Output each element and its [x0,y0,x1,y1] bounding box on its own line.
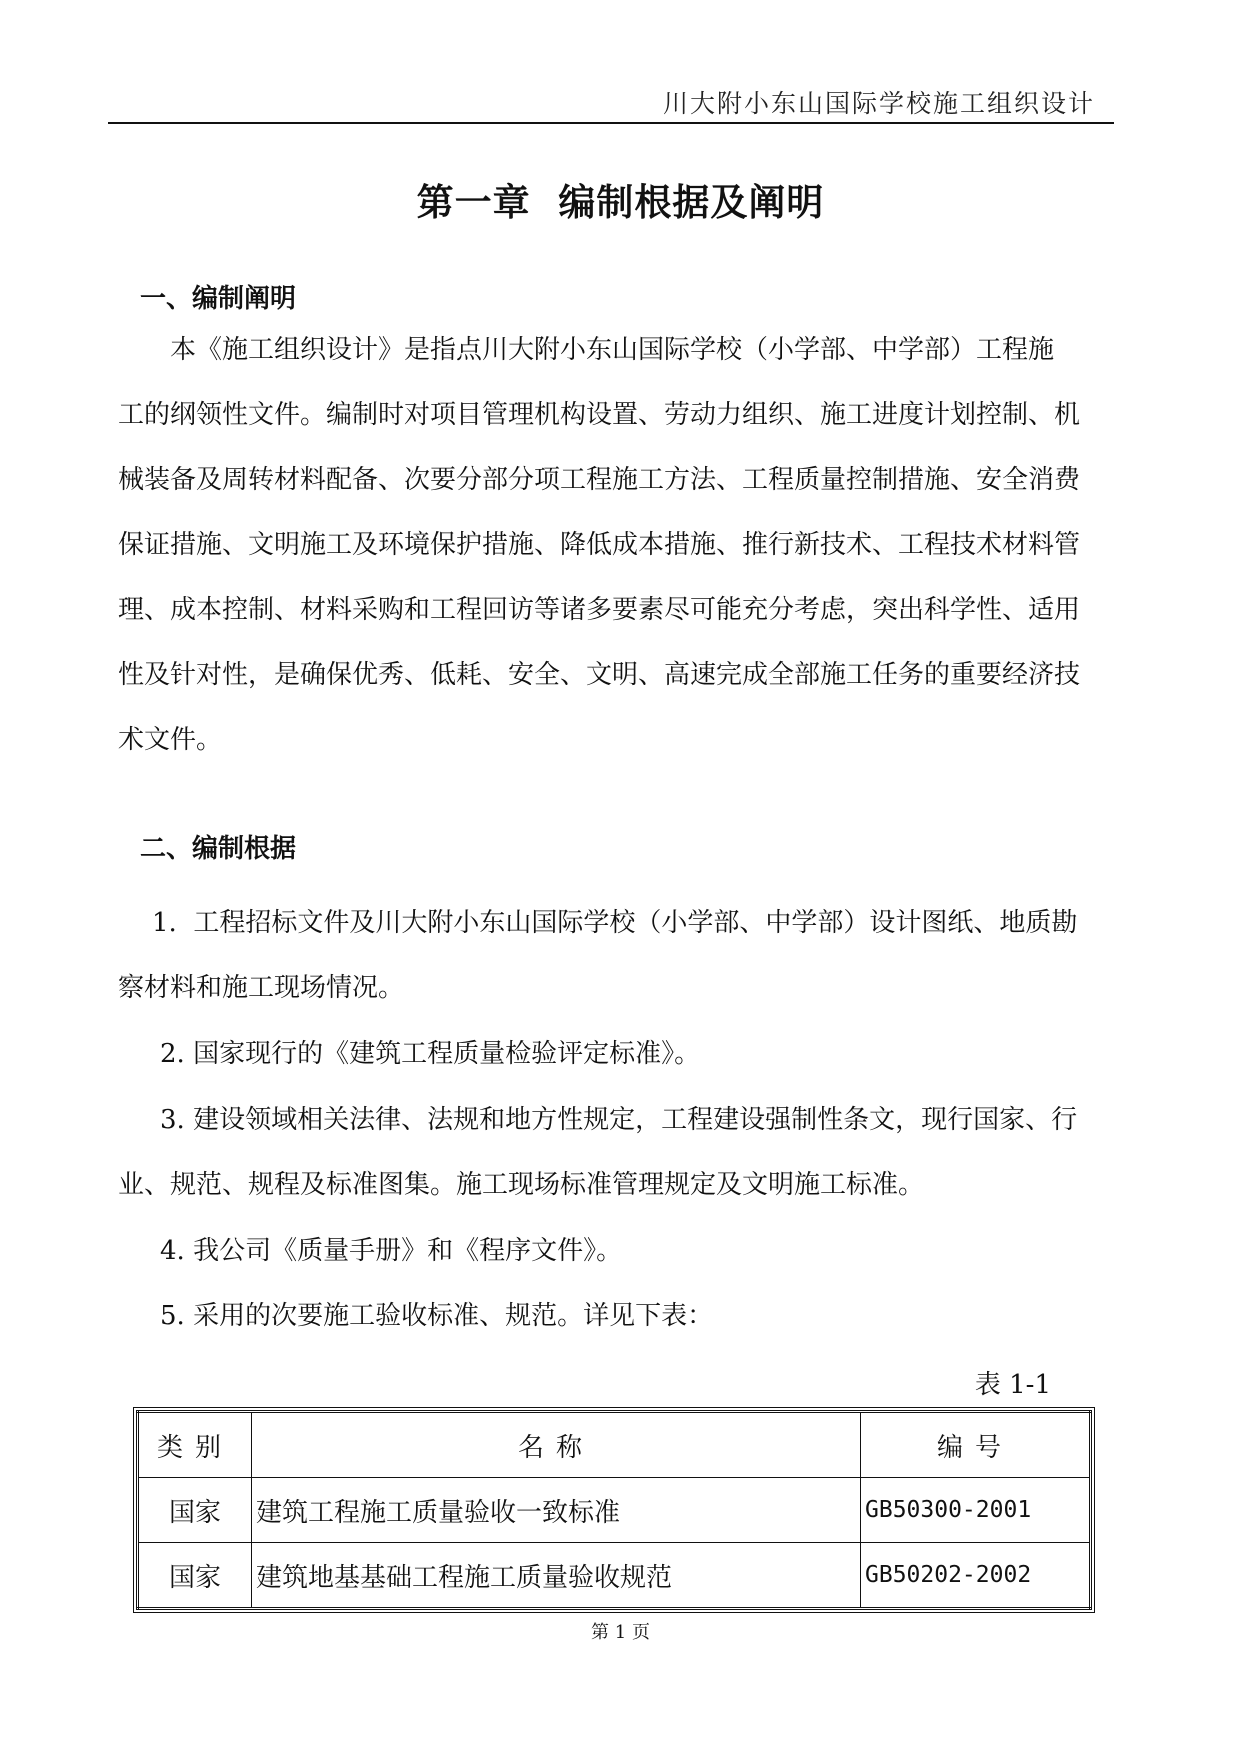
row-category: 国家 [138,1478,252,1543]
basis-item-2: 2. 国家现行的《建筑工程质量检验评定标准》。 [160,1039,701,1069]
basis-item-1-line-2: 察材料和施工现场情况。 [118,973,405,1003]
row-name: 建筑工程施工质量验收一致标准 [252,1478,861,1543]
row-code: GB50202-2002 [861,1543,1091,1609]
table-row [138,1543,1091,1609]
basis-item-3-line-2: 业、规范、规程及标准图集。施工现场标准管理规定及文明施工标准。 [118,1170,925,1200]
row-name: 建筑地基基础工程施工质量验收规范 [252,1543,861,1609]
section-heading-explanation: 一、编制阐明 [140,284,297,314]
paragraph-line: 工的纲领性文件。编制时对项目管理机构设置、劳动力组织、施工进度计划控制、机 [118,400,1081,430]
basis-item-4: 4. 我公司《质量手册》和《程序文件》。 [160,1236,623,1266]
explanation-paragraph [118,318,1118,773]
basis-item-1-line-1: 1. 工程招标文件及川大附小东山国际学校（小学部、中学部）设计图纸、地质勘 [152,908,1078,938]
basis-item-3-line-1: 3. 建设领域相关法律、法规和地方性规定，工程建设强制性条文，现行国家、行 [160,1105,1078,1135]
paragraph-line: 理、成本控制、材料采购和工程回访等诸多要素尽可能充分考虑，突出科学性、适用 [118,595,1081,625]
page-number: 第 1 页 [591,1622,650,1643]
table-header-row [138,1412,1091,1478]
paragraph-line: 械装备及周转材料配备、次要分部分项工程施工方法、工程质量控制措施、安全消费 [118,465,1081,495]
row-category: 国家 [138,1543,252,1609]
table-row [138,1478,1091,1543]
header-rule [108,122,1114,124]
header-category: 类别 [138,1412,252,1478]
paragraph-line: 性及针对性，是确保优秀、低耗、安全、文明、高速完成全部施工任务的重要经济技 [118,660,1081,690]
paragraph-line: 保证措施、文明施工及环境保护措施、降低成本措施、推行新技术、工程技术材料管 [118,530,1081,560]
section-heading-basis: 二、编制根据 [140,834,297,864]
row-code: GB50300-2001 [861,1478,1091,1543]
basis-item-5: 5. 采用的次要施工验收标准、规范。详见下表： [160,1301,714,1331]
header-name: 名称 [252,1412,861,1478]
standards-table [136,1410,1092,1610]
header-code: 编号 [861,1412,1091,1478]
paragraph-line: 本《施工组织设计》是指点川大附小东山国际学校（小学部、中学部）工程施 [170,335,1055,365]
running-header: 川大附小东山国际学校施工组织设计 [662,89,1095,118]
table-caption: 表 1-1 [974,1370,1051,1400]
paragraph-line: 术文件。 [118,725,223,755]
chapter-title: 第一章 编制根据及阐明 [416,181,825,224]
